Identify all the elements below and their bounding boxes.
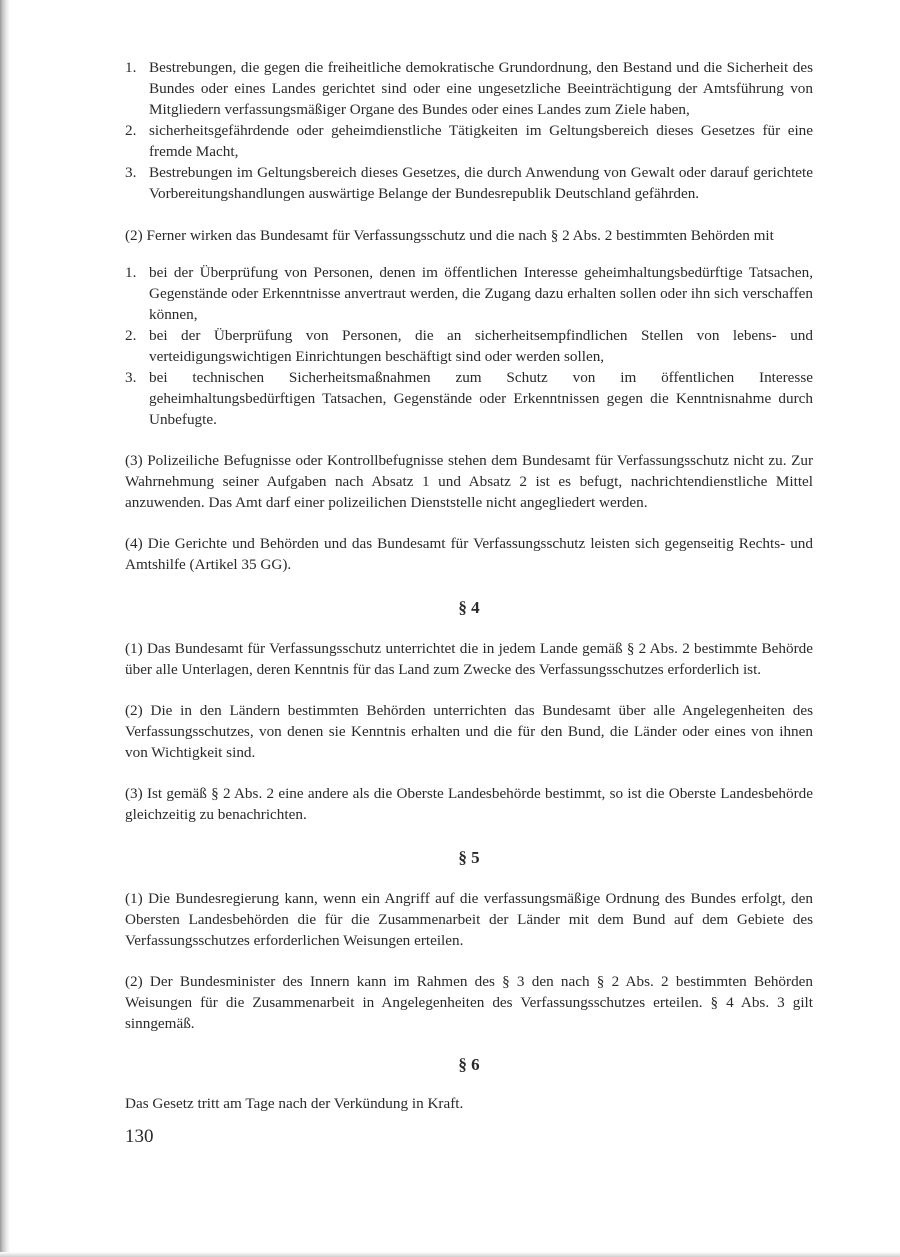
list-item-text: sicherheitsgefährdende oder geheimdienstliche Tätigkeiten im Geltungsbereich dieses Gesetzes für eine fremde Macht, [149,122,813,160]
paragraph-3: (3) Polizeiliche Befugnisse oder Kontrollbefugnisse stehen dem Bundesamt für Verfassungsschutz nicht zu. Zur Wahrnehmung seiner Aufgaben nach Absatz 1 und Absatz 2 ist es befugt, nachrichtendienstliche Mittel anzuwenden. Das Amt darf einer polizeilichen Dienststelle nicht angegliedert werden. [125,452,813,511]
list-item-text: bei der Überprüfung von Personen, die an sicherheitsempfindlichen Stellen von lebens- und verteidigungswichtigen Einrichtungen beschäftigt sind oder werden sollen, [149,327,813,365]
section-heading-4: § 4 [458,598,480,617]
list-item [125,367,813,430]
section-4-paragraph-2: (2) Die in den Ländern bestimmten Behörden unterrichten das Bundesamt über alle Angelegenheiten des Verfassungsschutzes, von denen sie Kenntnis erhalten und die für den Bund, die Länder oder eines von ihnen von Wichtigkeit sind. [125,702,813,761]
section-heading-5: § 5 [458,848,480,867]
section-5-paragraph-1: (1) Die Bundesregierung kann, wenn ein Angriff auf die verfassungsmäßige Ordnung des Bundes erfolgt, den Obersten Landesbehörden die für die Zusammenarbeit der Länder mit dem Bund auf dem Gebiete des Verfassungsschutzes erforderlichen Weisungen erteilen. [125,890,813,949]
paragraph-2: (2) Ferner wirken das Bundesamt für Verfassungsschutz und die nach § 2 Abs. 2 bestimmten Behörden mit [125,227,774,244]
list-b [125,262,813,430]
list-item [125,162,813,204]
section-6-paragraph-1: Das Gesetz tritt am Tage nach der Verkündung in Kraft. [125,1095,464,1112]
list-item-text: bei technischen Sicherheitsmaßnahmen zum Schutz von im öffentlichen Interesse geheimhaltungsbedürftigen Tatsachen, Gegenstände oder Erkenntnissen gegen die Kenntnisnahme durch Unbefugte. [149,369,813,428]
list-item [125,262,813,325]
list-item [125,325,813,367]
list-a [125,57,813,204]
list-item-text: bei der Überprüfung von Personen, denen im öffentlichen Interesse geheimhaltungsbedürftige Tatsachen, Gegenstände oder Erkenntnisse anvertraut werden, die Zugang dazu erhalten sollen oder ihn sich verschaffen können, [149,264,813,323]
scan-bottom-edge [0,1252,900,1257]
list-item-number: 3. [125,164,137,181]
list-item [125,120,813,162]
section-5-paragraph-2: (2) Der Bundesminister des Innern kann im Rahmen des § 3 den nach § 2 Abs. 2 bestimmten Behörden Weisungen für die Zusammenarbeit in Angelegenheiten des Verfassungsschutzes erteilen. § 4 Abs. 3 gilt sinngemäß. [125,973,813,1032]
page-number: 130 [125,1126,154,1147]
paragraph-4: (4) Die Gerichte und Behörden und das Bundesamt für Verfassungsschutz leisten sich gegenseitig Rechts- und Amtshilfe (Artikel 35 GG). [125,535,813,573]
list-item-number: 2. [125,122,137,139]
section-4-paragraph-1: (1) Das Bundesamt für Verfassungsschutz unterrichtet die in jedem Lande gemäß § 2 Abs. 2 bestimmte Behörde über alle Unterlagen, deren Kenntnis für das Land zum Zwecke des Verfassungsschutzes erforderlich ist. [125,640,813,678]
list-item-number: 1. [125,59,137,76]
section-4-paragraph-3: (3) Ist gemäß § 2 Abs. 2 eine andere als die Oberste Landesbehörde bestimmt, so ist die Oberste Landesbehörde gleichzeitig zu benachrichten. [125,785,813,823]
list-item-number: 3. [125,369,137,386]
document-page [125,57,813,1147]
scan-binding-edge [0,0,10,1257]
list-item [125,57,813,120]
list-item-text: Bestrebungen, die gegen die freiheitliche demokratische Grundordnung, den Bestand und die Sicherheit des Bundes oder eines Landes gerichtet sind oder eine ungesetzliche Beeinträchtigung der Amtsführung von Mitgliedern verfassungsmäßiger Organe des Bundes oder eines Landes zum Ziele haben, [149,59,813,118]
section-heading-6: § 6 [458,1055,480,1074]
list-item-number: 1. [125,264,137,281]
list-item-number: 2. [125,327,137,344]
list-item-text: Bestrebungen im Geltungsbereich dieses Gesetzes, die durch Anwendung von Gewalt oder darauf gerichtete Vorbereitungshandlungen auswärtige Belange der Bundesrepublik Deutschland gefährden. [149,164,813,202]
